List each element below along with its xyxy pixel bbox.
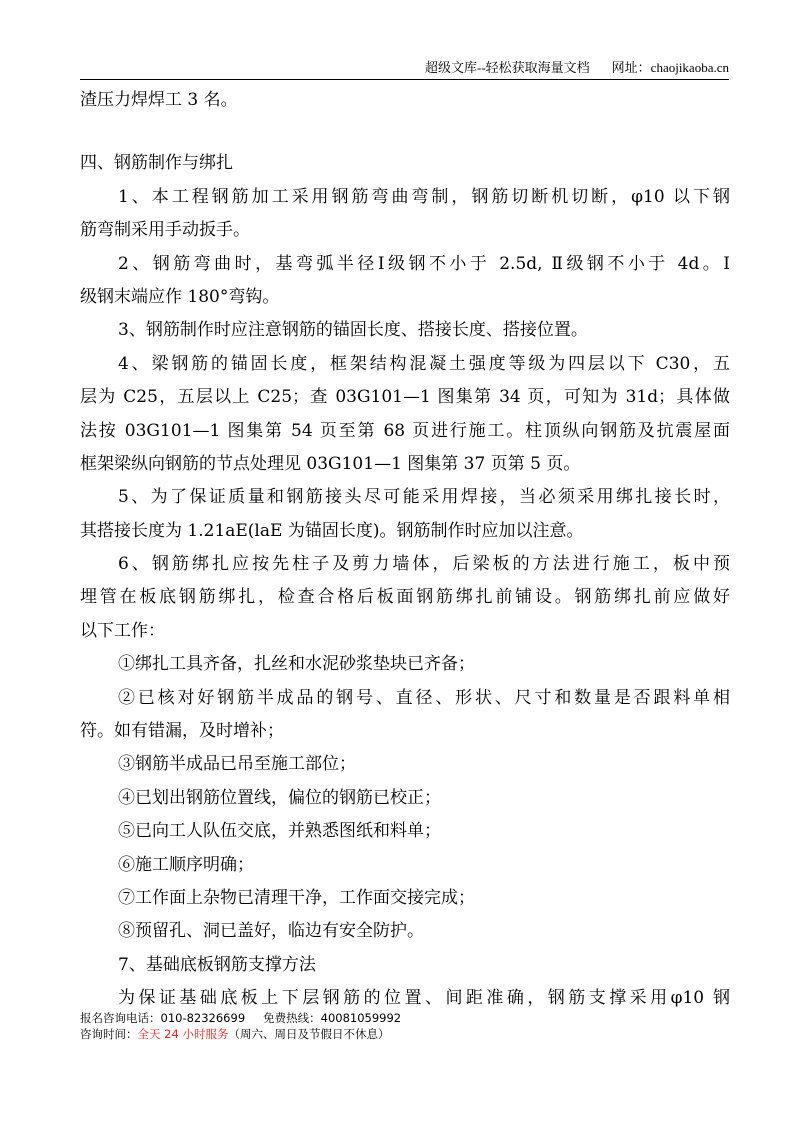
document-body bbox=[80, 86, 730, 1018]
text-line: 4、梁钢筋的锚固长度，框架结构混凝土强度等级为四层以下 C30，五 bbox=[118, 353, 730, 374]
text-line: 1、本工程钢筋加工采用钢筋弯曲弯制，钢筋切断机切断，φ10 以下钢 bbox=[118, 186, 730, 207]
text-line: 四、钢筋制作与绑扎 bbox=[80, 153, 233, 174]
text-line: ⑤已向工人队伍交底，并熟悉图纸和料单； bbox=[118, 821, 441, 842]
text-line: ③钢筋半成品已吊至施工部位； bbox=[118, 754, 356, 775]
text-line: 渣压力焊焊工 3 名。 bbox=[80, 90, 238, 110]
page-footer bbox=[80, 1010, 401, 1042]
text-line: 框架梁纵向钢筋的节点处理见 03G101—1 图集第 37 页第 5 页。 bbox=[80, 453, 581, 474]
text-line: 以下工作： bbox=[80, 620, 165, 641]
footer-phone: 报名咨询电话：010-82326699 bbox=[80, 1011, 246, 1025]
text-line: ⑦工作面上杂物已清理干净，工作面交接完成； bbox=[118, 887, 475, 908]
text-line: ①绑扎工具齐备，扎丝和水泥砂浆垫块已齐备； bbox=[118, 654, 475, 675]
text-line: ④已划出钢筋位置线，偏位的钢筋已校正； bbox=[118, 787, 441, 808]
text-line: 层为 C25，五层以上 C25；查 03G101—1 图集第 34 页，可知为 31d；具体做 bbox=[80, 387, 730, 408]
text-line: 7、基础底板钢筋支撑方法 bbox=[118, 954, 316, 975]
page-header bbox=[80, 57, 729, 80]
text-line: ⑧预留孔、洞已盖好，临边有安全防护。 bbox=[118, 921, 424, 942]
header-site: 超级文库--轻松获取海量文档 bbox=[425, 60, 590, 75]
text-line: 符。如有错漏，及时增补； bbox=[80, 721, 284, 742]
text-line: 6、钢筋绑扎应按先柱子及剪力墙体，后梁板的方法进行施工，板中预 bbox=[118, 554, 730, 575]
text-line: 为保证基础底板上下层钢筋的位置、间距准确，钢筋支撑采用φ10 钢 bbox=[118, 988, 730, 1009]
footer-time-label: 咨询时间： bbox=[80, 1027, 138, 1041]
text-line: ②已核对好钢筋半成品的钢号、直径、形状、尺寸和数量是否跟料单相 bbox=[118, 687, 730, 708]
text-line: 其搭接长度为 1.21aE(laE 为锚固长度)。钢筋制作时应加以注意。 bbox=[80, 520, 584, 541]
footer-hotline: 免费热线：40081059992 bbox=[263, 1011, 402, 1025]
text-line: 2、钢筋弯曲时，基弯弧半径Ⅰ级钢不小于 2.5d, Ⅱ级钢不小于 4d。Ⅰ bbox=[118, 253, 730, 274]
paragraph-gap bbox=[80, 119, 730, 149]
text-line: 埋管在板底钢筋绑扎，检查合格后板面钢筋绑扎前铺设。钢筋绑扎前应做好 bbox=[80, 587, 730, 608]
text-line: 3、钢筋制作时应注意钢筋的锚固长度、搭接长度、搭接位置。 bbox=[118, 320, 588, 341]
text-line: 筋弯制采用手动扳手。 bbox=[80, 220, 250, 241]
text-line: 5、为了保证质量和钢筋接头尽可能采用焊接，当必须采用绑扎接长时， bbox=[118, 487, 730, 508]
text-line: 法按 03G101—1 图集第 54 页至第 68 页进行施工。柱顶纵向钢筋及抗震屋面 bbox=[80, 420, 730, 441]
footer-time-note: （周六、周日及节假日不休息） bbox=[228, 1027, 390, 1041]
text-line: 级钢末端应作 180°弯钩。 bbox=[80, 286, 280, 307]
text-line: ⑥施工顺序明确； bbox=[118, 854, 254, 875]
header-url: 网址：chaojikaoba.cn bbox=[611, 60, 729, 75]
footer-time-highlight: 全天 24 小时服务 bbox=[137, 1027, 229, 1041]
